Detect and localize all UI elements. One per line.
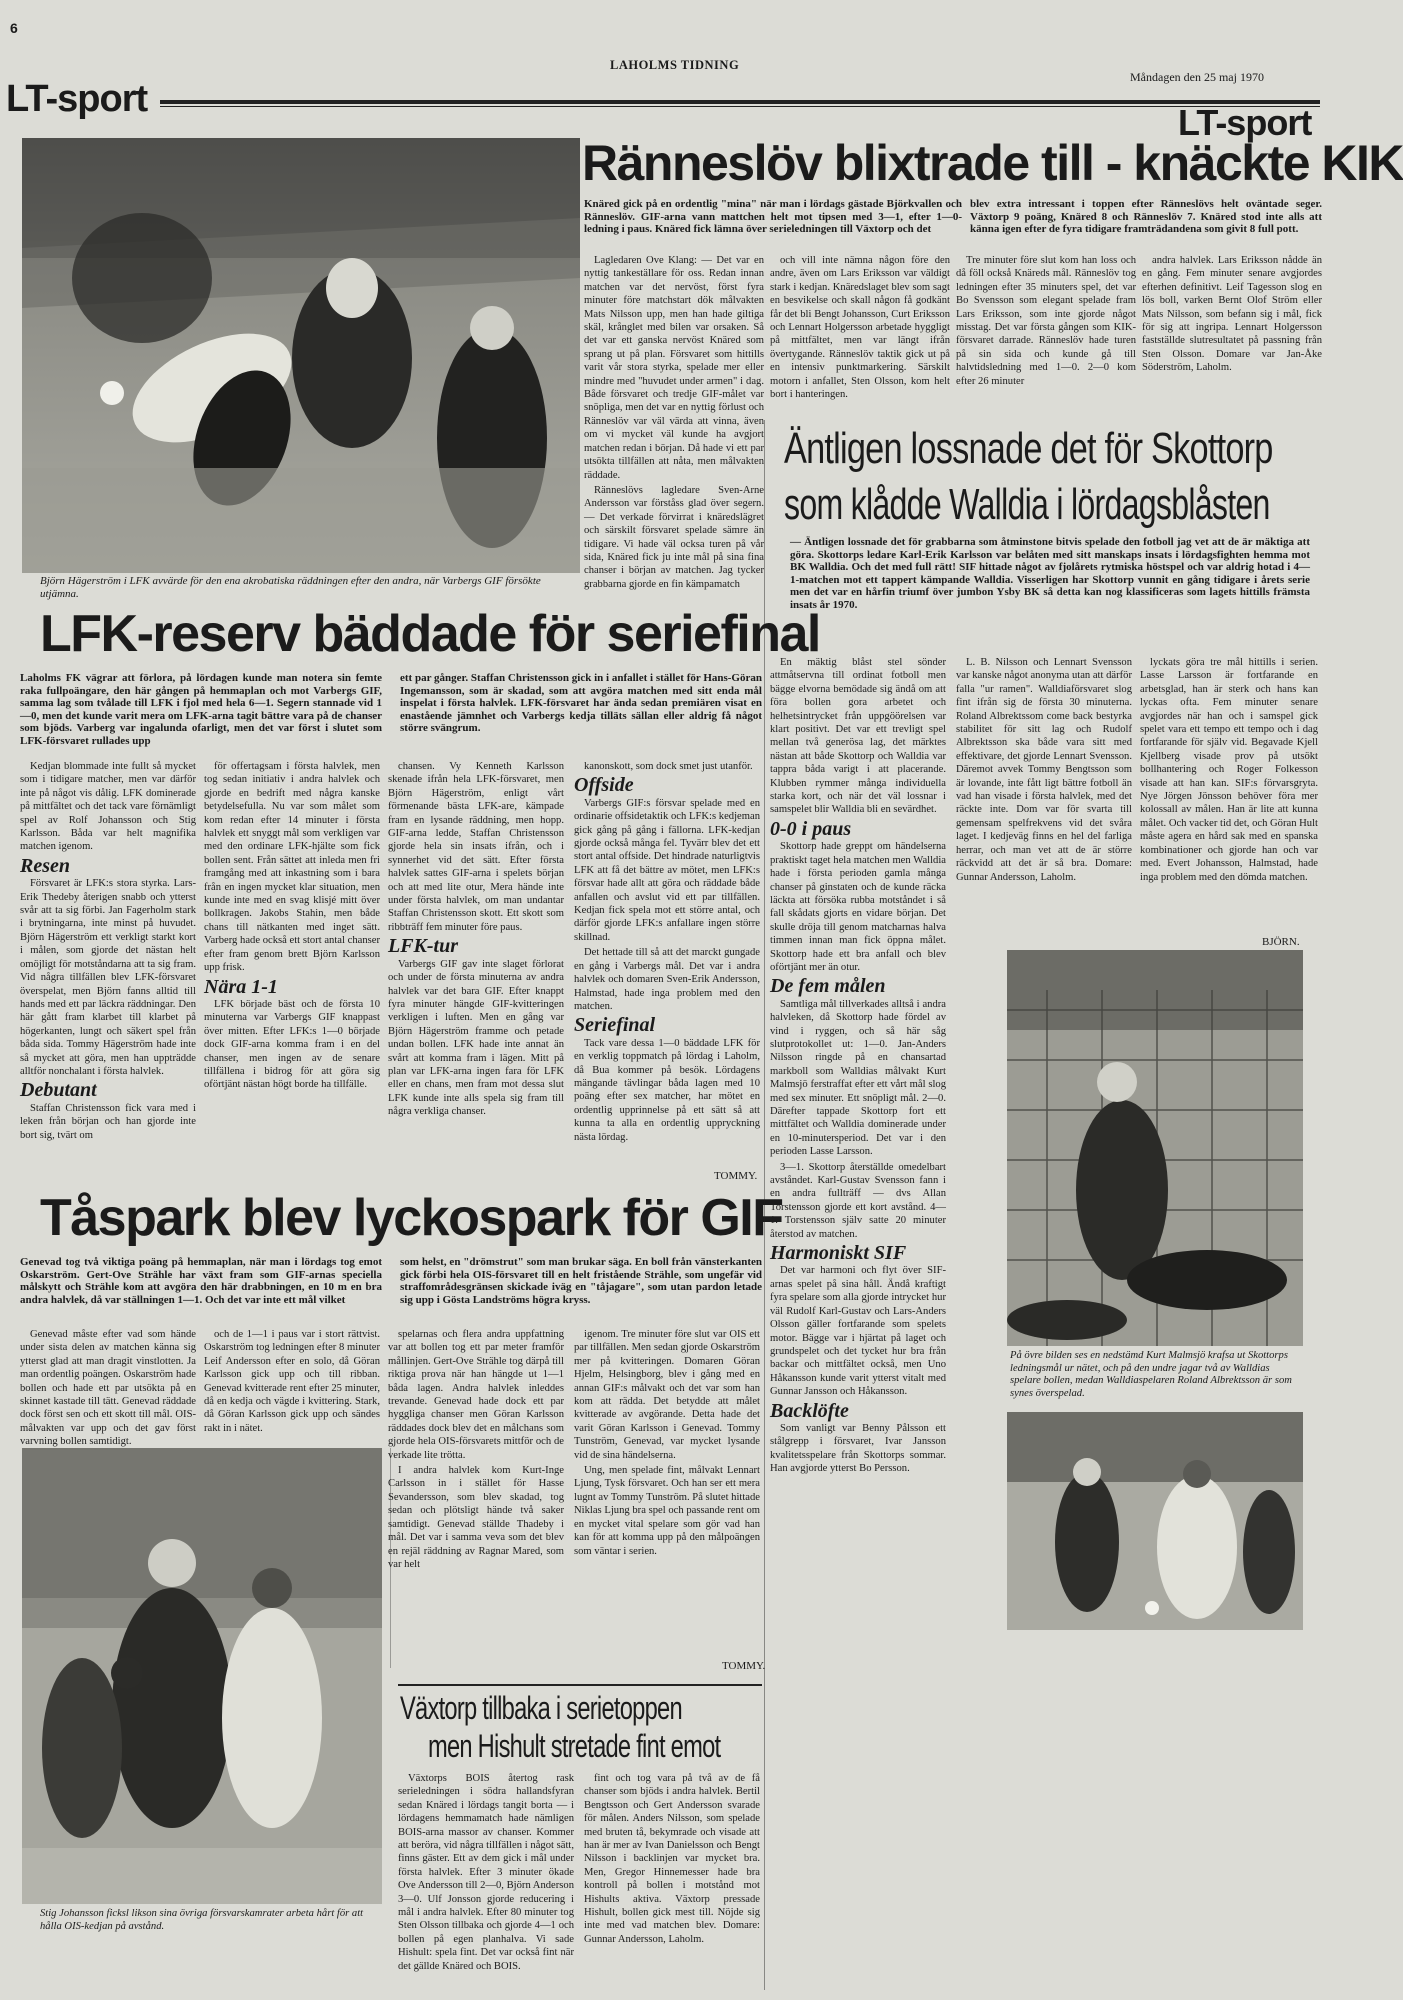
vaxtorp-headline-1: Växtorp tillbaka i serietoppen <box>400 1690 682 1726</box>
gif-col-4-text: igenom. Tre minuter före slut var OIS ett par tillfällen. Men sedan gjorde Oskarström mer på kvitteringen. Domaren Göran Hjelm, Helsingborg, blev i gång med en annan GIF:s målvakt och det var som han kom att rädda. Det betydde att målet kvitterade av avgörande. Detta hade det varit Göran Karlsson i Genevad. Tommy Tunström, Genevad, var mycket lysande vid de sina händelserna. <box>574 1329 760 1461</box>
skottorp-headline-1: Äntligen lossnade det för Skottorp <box>784 424 1273 473</box>
gif-col-3 <box>388 1328 564 1668</box>
masthead-rule <box>160 100 1320 104</box>
lfk-subhead-lfktur: LFK-tur <box>388 935 459 958</box>
section-label-left: LT-sport <box>6 78 148 120</box>
issue-date: Måndagen den 25 maj 1970 <box>1130 70 1264 84</box>
vaxtorp-col-2 <box>584 1772 760 1986</box>
lfk-subhead-debutant: Debutant <box>20 1079 97 1102</box>
goalkeeper-net-photo <box>1007 950 1303 1346</box>
gif-headline: Tåspark blev lyckospark för GIF <box>40 1189 783 1247</box>
lfk-subhead-seriefinal: Seriefinal <box>574 1014 656 1037</box>
lfk-subhead-offside: Offside <box>574 774 634 797</box>
players-chasing-ball-photo <box>1007 1412 1303 1630</box>
ranneslov-lede-right: blev extra intressant i toppen efter Ränneslövs helt oväntade seger. Växtorp 9 poäng, Knäred 8 och Ränneslöv 7. Knäred stod inte alls att känna igen efter de fyra tidigare framträdandena som givit 8 full pott. <box>970 198 1322 235</box>
gif-col-2 <box>204 1328 380 1440</box>
ranneslov-col-2-text: och vill inte nämna någon före den andre, även om Lars Eriksson var väldigt stark i kedjan. Knäredslaget blev som sagt en besvikelse och skall någon få godkänt får det bli Bengt Johansson, Curt Eriksson och Lennart Holgersson arbetade hyggligt på mittfältet, men var längt ifrån övertygande. Ränneslöv taktik gick ut på en intensiv punktmarkering. Särskilt motorn i anfallet, Sten Olsson, kom helt bort i hanteringen. <box>770 255 950 401</box>
lfk-col-4-text: kanonskott, som dock smet just utanför. <box>584 761 753 772</box>
lfk-subhead-resen: Resen <box>20 854 70 877</box>
lfk-lede-right: ett par gånger. Staffan Christensson gick in i anfallet i stället för Hans-Göran Ingemansson, som är skadad, som att avgöra matchen med sitt enda mål inspelat i första halvlek. LFK-försvaret har ända sedan premiären visat en enastående jämnhet och Varbergs kedja tilläts sällan eller aldrig få något större svängrum. <box>400 672 762 734</box>
skottorp-col-3 <box>1140 656 1318 934</box>
skottorp-col-2-text: L. B. Nilsson och Lennart Svensson var kanske något anonyma utan att därför falla "ur ramen". Walldiaförsvaret slog fint ifrån sig de första 30 minuterna. Roland Albrektssom come back bestyrka stabilitet för sitt lag och Rudolf Albrektsson ska både vara sitt med effektivare, det gjorde Lennart Svensson. Däremot avvek Tommy Bengtsson som är lovande, inte fått ligt bättre fotboll än vad han visade i första halvlek, med det räckte inte. Dom var för svarta till gemensam spelfrekvens vid det svåra laget. I kedjeväg finns en hel del farliga herrar, och man vet att de är större räckvidd att det är så bra. Domare: Gunnar Andersson, Laholm. <box>956 657 1132 883</box>
lfk-col-1 <box>20 760 196 1180</box>
gif-photo <box>22 1448 382 1904</box>
gif-lede-left: Genevad tog två viktiga poäng på hemmaplan, när man i lördags tog emot Oskarström. Gert-Ove Strähle har växt fram som GIF-arnas speciella målskytt och Strähle kom att avgöra den här drabbningen, en 10 m en bra andra halvlek, då var ställningen 1—1. Och det var inte ett mål vilket <box>20 1256 382 1306</box>
ranneslov-lede-left: Knäred gick på en ordentlig "mina" när man i lördags gästade Björkvallen och Ränneslöv. GIF-arna vann mattchen helt mot tipsen med 3—1, efter 1—0-ledning i paus. Knäred fick lämna över serieledningen till Växtorp och det <box>584 198 962 235</box>
lfk-col-4 <box>574 760 760 1168</box>
skottorp-lede: — Äntligen lossnade det för grabbarna som åtminstone bitvis spelade den fotboll jag vet att de är mäktiga att göra. Skottorps ledare Karl-Erik Karlsson var belåten med sitt manskaps insats i lördagsfighten hemma mot BK Walldia. Och det med full rätt! SIF hittade något av fjolårets rytmiska höstspel och var aldrig hotad i 4—1-matchen mot ett tappert kämpande Walldia. Visserligen har Skottorp vunnit en gång tidigare i årets serie men det var en hårfin triumf över jumbon Ysby BK så detta kan nog klassificeras som lagets hittills främsta insats år 1970. <box>790 536 1310 611</box>
players-photo <box>1007 1412 1303 1630</box>
lfk-col-3 <box>388 760 564 1180</box>
lfk-col-2 <box>204 760 380 1180</box>
gif-col-1 <box>20 1328 196 1448</box>
lfk-col-2b-text: LFK började bäst och de första 10 minuterna var Varbergs GIF knappast över mitten. Efter LFK:s 1—0 började dock GIF-arna komma fram i en del chanser, men ingen av de senare tillfällena i bidrog för att göra sig oförtjänt nästan högt borde ha tillfälle. <box>204 998 380 1091</box>
ranneslov-col-3 <box>956 254 1136 402</box>
skottorp-headline-2: som klådde Walldia i lördagsblåsten <box>784 480 1270 529</box>
paper-name: LAHOLMS TIDNING <box>610 58 740 72</box>
masthead-rule-thin <box>160 106 1320 107</box>
section-label-right: LT-sport <box>1178 102 1312 143</box>
goalkeeper-photo <box>1007 950 1303 1346</box>
ranneslov-col-4-text: andra halvlek. Lars Eriksson nådde än en gång. Fem minuter senare avgjordes efterhen definitivt. Leif Tagesson slog en lös boll, varken Bernt Olof Ström eller Mats Nilsson, som befann sig i mål, fick för sig att ingripa. Lennart Holgersson fastställde slutresultatet på passning från Sten Olsson. Domare var Jan-Åke Söderström, Laholm. <box>1142 255 1322 374</box>
skottorp-col-1e-text: Det var harmoni och flyt över SIF-arnas spelet på sina håll. Ändå kraftigt fyra spelare som alla gjorde intrycket hur väl Rudolf Karl-Gustav och Lars-Anders Olsson gäller fortfarande som spelets motor. Bägge var i hjärtat på laget och grundspelet och det tycket hur bra från backar och mittfältet också, men Uno Håkansson kunde varit ytterst vitalt med Gunnar Jansson och Håkansson. <box>770 1265 946 1398</box>
gif-byline: TOMMY. <box>722 1660 766 1672</box>
lfk-byline: TOMMY. <box>714 1170 758 1182</box>
skottorp-col-1b-text: Skottorp hade greppt om händelserna praktiskt taget hela matchen men Walldia hade i första perioden gamla många chanser på ginstaten och de kunde räcka läckta att försöka rubba motståndet i så fall skådats gjorts en vidare början. Det skulle dröja till genom matcharnas halva timmen innan man fick öppna målet. Skottorp hade ett bra anfall och blev oförtjänt mer än otur. <box>770 841 946 973</box>
skottorp-col-3-text: lyckats göra tre mål hittills i serien. Lasse Larsson är fortfarande en arbetsglad, han är sterk och hans kan lyckas ofta. Fem minuter senare avgjordes när han och i samspel gick spelet vara ett tempo ett tempo och i dag fortfarande för själv vid. Begavade Kjell Kjellberg visade prov på utsökt bollhantering och Roger Folkesson visade att han kan. SIF:s förvarsgryta. Nye Jörgen Jönsson behöver föra mer kolossall av målen. Han är lite att kunna målet. Och vacker tid det, och Göran Hult måste agera en hård sak med en spanska kombinationer och gjorde han och var med. Evert Johansson, Halmstad, hade inga problem med den dömda matchen. <box>1140 657 1318 883</box>
vaxtorp-col-2-text: fint och tog vara på två av de få chanser som bjöds i andra halvlek. Bertil Bengtsson och Gert Andersson svarade för målen. Anders Nilsson, som spelade med bruten tå, bekymrade och visade att han är mer av Ivan Danielsson och Bengt Nilsson i backlinjen var mycket bra. Men, Gregor Hinnemesser hade bra kontroll på bollen i motstånd mot Hishults aktiva. Växtorp pressade Hishult, bollen gick mest till. Nöjde sig inte med vad matchen blev. Domare: Gunnar Andersson, Laholm. <box>584 1773 760 1945</box>
lfk-col-4c-text: Det hettade till så att det marckt gungade en gång i Varbergs mål. Det var i andra halvlek och domaren Sven-Erik Andersson, Halmstad, hade inga problem med den matchen. <box>574 947 760 1012</box>
skottorp-subhead-harmoni: Harmoniskt SIF <box>770 1242 907 1265</box>
right-photos-caption: På övre bilden ses en nedstämd Kurt Malmsjö krafsa ut Skottorps ledningsmål ur nätet, och på den undre jagar två av Walldias spelare bollen, medan Walldiaspelaren Roland Albrektsson är som synes överspelad. <box>1010 1350 1292 1399</box>
defenders-photo <box>22 1448 382 1904</box>
vaxtorp-headline-2: men Hishult stretade fint emot <box>428 1728 721 1764</box>
lfk-col-1b-text: Försvaret är LFK:s stora styrka. Lars-Erik Thedeby återigen snabb och ytterst svår att ta sig förbi. Jan Fagerholm stark i brytningarna, inte minst på huvudet. Björn Hägerström ett verkligt starkt kort i målen, som gjorde det nästan helt omöjligt för motståndarna att ta sig fram. Vid några tillfällen blev LFK-försvaret överspelat, men Björn fanns alltid till hands med ett par läckra räddningar. Den här gått fram klarbet till klarbet på högerkanten, lungt och säkert spel från båda sida. Tommy Hägerström hade inte så mycket att göra, men han uppträdde alltför nonchalant i första halvlek. <box>20 878 196 1077</box>
skottorp-col-1f-text: Som vanligt var Benny Pålsson ett stålgrepp i försvaret, Ivar Jansson kvalitetsspelare från Skottorps sommar. Han avgjorde ytterst Bo Persson. <box>770 1422 946 1475</box>
skottorp-subhead-paus: 0-0 i paus <box>770 817 852 840</box>
lfk-col-3-text: chansen. Vy Kenneth Karlsson skenade ifrån hela LFK-försvaret, men Björn Hägerström, enligt vårt förmenande bästa LFK-are, kämpade fram en lysande räddning, men hopp. GIF-arna ledde, Staffan Christensson gjorde hela sin insats ifrån, och i synnerhet vid det sätt. Efter första halvlek sattes GIF-arna i spelets början och att med lite otur, Mera hände inte under första halvlek, om man undantar Staffan Christensson skott. Ett skott som ribbträff fem minuter före paus. <box>388 761 564 933</box>
lfk-col-1-text: Kedjan blommade inte fullt så mycket som i tidigare matcher, men var därför inte på något vis dålig. LFK dominerade på mittfältet och det tack vare förnämligt spel av Rolf Johansson och Stig Karlsson. Båda var helt magnifika matchen igenom. <box>20 761 196 853</box>
column-rule <box>390 1448 391 1668</box>
gif-lede-right: som helst, en "drömstrut" som man brukar säga. En boll från vänsterkanten gick förbi hela OIS-försvaret till en helt fristående Strähle, som ungefär vid straffområdesgränsen skickade iväg en "tåjagare", som utan pardon letade sig upp i Gösta Landströms högra kryss. <box>400 1256 762 1306</box>
skottorp-col-1c-text: Samtliga mål tillverkades alltså i andra halvleken, då Skottorp hade fördel av vind i ryggen, och så här såg slutprotokollet ut: 1—0. Jan-Anders Nilsson ringde på en chansartad markboll som Walldias målvakt Kurt Malmsjö ferstraffat efter ett vårt mål slog med sex minuter. Ett snöpligt mål. 2—0. Därefter tappade Skottorp fort ett mittfältet och Walldia dominerade under en 10-minutersperiod. Det var i den perioden Lasse Larsson. <box>770 998 946 1158</box>
football-action-photo <box>22 138 580 573</box>
lfk-subhead-nara: Nära 1-1 <box>204 975 278 998</box>
ranneslov-col-1 <box>584 254 764 594</box>
top-photo <box>22 138 580 573</box>
gif-photo-caption: Stig Johansson ficksl likson sina övriga försvarskamrater arbeta hårt för att hålla OIS-kedjan på avstånd. <box>40 1908 364 1932</box>
vaxtorp-box-top <box>398 1684 762 1686</box>
gif-col-2-text: och de 1—1 i paus var i stort rättvist. Oskarström tog ledningen efter 8 minuter Leif Andersson efter en solo, då Göran Karlsson gick upp och till ribban. Genevad kvitterade rent efter 25 minuter, då en kedja och vägde i kvittering. Stark, då Göran Karlsson gick upp och sändes rakt in i nätet. <box>204 1329 380 1434</box>
lfk-headline: LFK-reserv bäddade för seriefinal <box>40 605 820 663</box>
lfk-col-2-text: för offertagsam i första halvlek, men tog sedan initiativ i andra halvlek och gjorde en bedrift med några kanske betydelsefulla. Nu var som målet som kom redan efter 14 minuter i första halvlek ett snyggt mål som verkligen var med den ordinare LFK-hjälte som fick bollen sent. Från sättet att inleda men fri framgång med att inkastning som i bara från en ingen mycket klar situation, men kunde inte med en svag klisjé mitt över bollkragen. Jakobs Stahin, men både chans till nätkanten med inget sätt. Varberg hade också ett stort antal chanser efter fram genom brett Björn Karlsson upp frisk. <box>204 761 380 974</box>
gif-col-3b-text: I andra halvlek kom Kurt-Inge Carlsson in i stället för Hasse Sevandersson, som blev skadad, tog sedan och plötsligt hände två saker samtidigt. Genevad ställde Thadeby i mål. Det var i samma veva som det blev en rejäl räddning av Ragnar Mared, som var helt <box>388 1465 564 1570</box>
skottorp-subhead-backlofte: Backlöfte <box>770 1399 849 1422</box>
column-rule <box>764 420 765 1990</box>
lfk-col-4b-text: Varbergs GIF:s försvar spelade med en ordinarie offsidetaktik och LFK:s kedjeman gick gång på gång i fällorna. LFK-kedjan gjorde också många fel. Tyvärr blev det ett stort antal offside. Det hindrade naturligtvis LFK att få det bättre av mötet, men LFK:s försvar hade allt att göra och räddade både anfallen och avslut vid ett par tillfällen. Kedjan fick spela mot ett större antal, och därför gjorde LFK:s anfallare ingen större skillnad. <box>574 797 760 943</box>
skottorp-byline: BJÖRN. <box>1262 936 1300 948</box>
gif-col-4 <box>574 1328 760 1658</box>
ranneslov-col-1-text: Lagledaren Ove Klang: — Det var en nyttig tankeställare för oss. Redan innan matchen var det nervöst, först fyra minuter före matchstart dök målvakten Mats Nilsson upp, men han hade giltiga skäl, krånglet med bilen var orsaken. Så det var ett ganska nervöst Knäred som sprang ut på plan. Försvaret som hittills varit vår stora styrka, spelade mer eller mindre med "huvudet under armen" i dag. Både försvaret och tredje GIF-målet var snöpliga, men det var en nyttig förlust och Ränneslöv var väl värda att vinna, även om vi mycket väl kunde ha avgjort matchen redan i början. Då hade vi ett par utsökta tillfällen att nåta, men målvakten räddade. <box>584 255 764 481</box>
lfk-col-3b-text: Varbergs GIF gav inte slaget förlorat och under de första minuterna av andra halvlek var det bara GIF. Efter knappt fyra minuter hängde GIF-kvitteringen verkligen i luften. Men en gång var Björn Hägerström framme och petade undan bollen. LFK hade inte annat än svårt att komma fram i lägen. Mitt på plan var LFK-arna ingen fara för LFK eller en chans, men fram mot dessa slut LFK kunde inte alls spela sig fram till några verkliga chanser. <box>388 958 564 1118</box>
gif-col-1-text: Genevad måste efter vad som hände under sista delen av matchen känna sig ytterst glad att man dragit vinstlotten. Ja man ordentlig poängen. Oskarström hade bollen och hade ett par utsökta på en skinnet kastade till tätt. Genevad räddade dock först sen och ett skott till mål. OIS-målvakten var upp och det gav först varvning bollen samtidigt. <box>20 1329 196 1448</box>
top-photo-caption: Björn Hägerström i LFK avvärde för den ena akrobatiska räddningen efter den andra, när Varbergs GIF försökte utjämna. <box>40 575 541 600</box>
ranneslov-col-2 <box>770 254 950 402</box>
vaxtorp-col-1-text: Växtorps BOIS återtog rask serieledningen i södra hallandsfyran sedan Knäred i lördags tangit borta — i lördagens hemmamatch hade nämligen BOIS-arna massor av chanser. Kommer att beröra, vid några tillfällen i något sätt, finns gäster. Ett av dem gick i mål under första halvlek. Efter 3 minuter ökade Ove Andersson till 2—0, Björn Anderson 3—0. Ulf Jonsson gjorde reducering i mål i andra halvlek. Efter 80 minuter tog Sten Olsson tillbaka och gjorde 4—1 och bollen på egen planhalva. Vi sade Hishult: spela fint. Det var också fint när det gällde Knäred och BOIS. <box>398 1773 574 1972</box>
page-number: 6 <box>10 20 18 36</box>
ranneslov-col-3-text: Tre minuter före slut kom han loss och då föll också Knäreds mål. Ränneslöv tog ledningen efter 35 minuters spel, det var Bo Svensson som elegant spelade fram Lars Eriksson, som inte gjorde något misstag. Det var första gången som KIK-försvaret darrade. Ränneslöv hade turen på sin sida och kunde gå till halvtidsledning med 1—0. 2—0 kom efter 26 minuter <box>956 255 1136 387</box>
gif-col-3-text: spelarnas och flera andra uppfattning var att bollen tog ett par meter framför mållinjen. Gert-Ove Strähle tog därpå till riktiga prova när han hängde ut 1—1 båda lagen. Andra halvlek inleddes trevande. Genevad hade dock ett par hyggliga chanser men Göran Karlsson räddades dock blev det en målchans som gjorde hela OIS-försvarets mittför och de verkade lite trötta. <box>388 1329 564 1461</box>
lfk-lede-left: Laholms FK vägrar att förlora, på lördagen kunde man notera sin femte raka fullpoängare, den här gången på hemmaplan och mot Varbergs GIF, samma lag som tvålade till LFK i fjol med hela 6—1. Segern stannade vid 1—0, men det kunde varit mera om LFK-arna tagit bättre vara på de chanser som bjöds. Varberg var ingalunda ofarligt, men det var först i slutet som LFK-försvaret rullades upp <box>20 672 382 747</box>
skottorp-col-1d-text: 3—1. Skottorp återställde omedelbart avståndet. Karl-Gustav Svensson fann i en andra fullträff — dvs Allan Torstensson gjorde ett kort avstånd. 4—1. Torstensson själv satte 20 minuter återstod av matchen. <box>770 1161 946 1240</box>
vaxtorp-col-1 <box>398 1772 574 1986</box>
ranneslov-col-1b-text: Ränneslövs lagledare Sven-Arne Andersson var förståss glad över segern. — Det verkade förvirrat i knäredslägret och särskilt försvaret spelade sämre än tidigare. Vi hade väl ocksa turen på vår sida, Knäred fick ju inte mål på sina fina chanser i början av matchen. Jag tycker grabbarna gjorde en fin kämpamatch <box>584 484 764 590</box>
gif-col-4b-text: Ung, men spelade fint, målvakt Lennart Ljung, Tysk försvaret. Och han ser ett mera lugnt av Tommy Tunström. På slutet hittade Niklas Ljung bra spel och passande rent om en mycket vital spelare som gör vad han kan för att komma upp på den målpoängen som väntar i serien. <box>574 1465 760 1557</box>
ranneslov-headline: Ränneslöv blixtrade till - knäckte KIK <box>582 135 1403 191</box>
lfk-col-4d-text: Tack vare dessa 1—0 bäddade LFK för en verklig toppmatch på lördag i Laholm, då Bua kommer på besök. Lördagens mängande tävlingar båda lagen med 10 poäng efter sex matcher, har mötet en ordentlig upprinnelse på ett sätt så att kunna ta alla en ordentlig uppryckning nästa lördag. <box>574 1037 760 1143</box>
lfk-col-1c-text: Staffan Christensson fick vara med i leken från början och han gjorde inte bort sig, tvärt om <box>20 1102 196 1141</box>
skottorp-subhead-mal: De fem målen <box>770 975 886 998</box>
skottorp-col-2 <box>956 656 1132 956</box>
skottorp-col-1 <box>770 656 946 1696</box>
skottorp-col-1-text: En mäktig blåst stel sönder attmåtservna till ordinat fotboll men bägge elvorna bemödade sig ändå om att föra bollen gora arbetet och helhetsintrycket från uppgöörelsen var klart positivt. Det var ett trevligt spel mellan två generösa lag, det märktes nästan att både Skottorp och Walldia var tappra båda varigt i att placerande. Klubben rymmer många individuella starka kort, och när det väl lossnar i samspelet blir Walldia bli en sevärdhet. <box>770 657 946 816</box>
ranneslov-col-4 <box>1142 254 1322 412</box>
